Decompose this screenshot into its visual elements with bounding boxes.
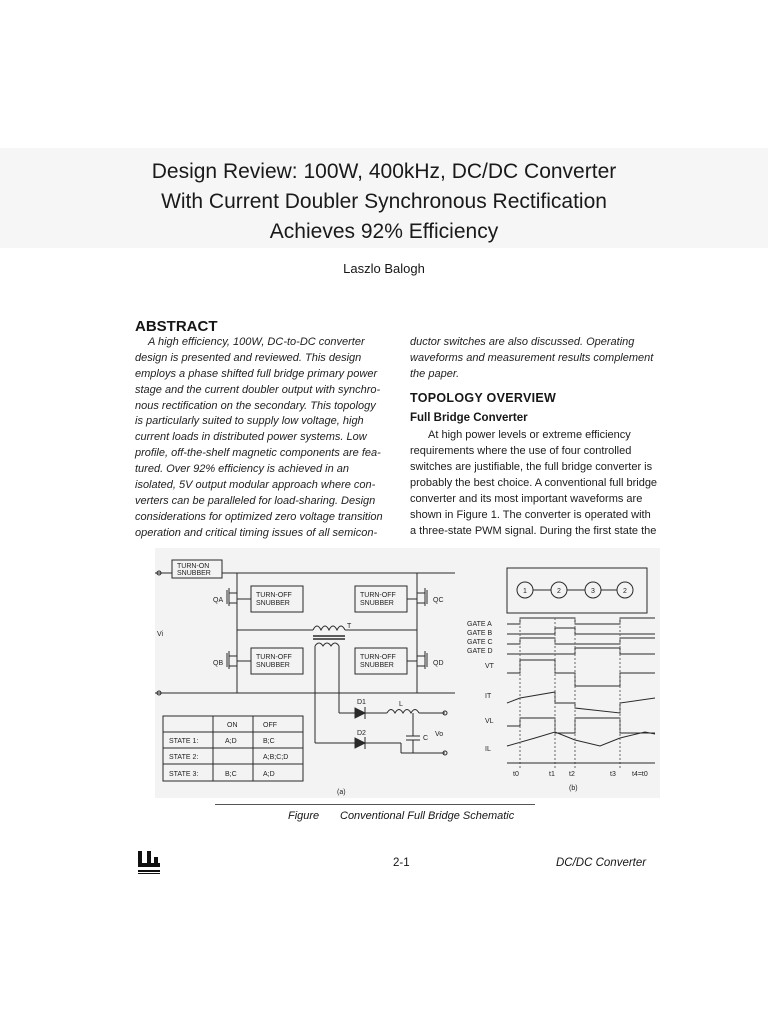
- abstract-line: is particularly suited to supply low voltage, high: [135, 415, 364, 427]
- body-line: requirements where the use of four controlled: [410, 445, 632, 457]
- time-label: t0: [513, 771, 519, 778]
- turn-off-snubber-label: TURN-OFF: [360, 654, 396, 661]
- state-node: 1: [523, 588, 527, 595]
- switch-label: QA: [213, 597, 224, 604]
- table-cell: STATE 3:: [169, 771, 199, 778]
- vo-label: Vo: [435, 731, 444, 738]
- body-line: At high power levels or extreme efficiency: [428, 429, 631, 441]
- abstract-line: considerations for optimized zero voltage transition: [135, 511, 383, 523]
- page-number: 2-1: [393, 857, 410, 869]
- table-header: OFF: [263, 722, 277, 729]
- table-cell: A;B;C;D: [263, 754, 289, 761]
- table-cell: A;D: [263, 771, 275, 778]
- turn-off-snubber-label: TURN-OFF: [256, 592, 292, 599]
- table-cell: B;C: [263, 738, 275, 745]
- abstract-line: A high efficiency, 100W, DC-to-DC converter: [148, 336, 365, 348]
- abstract-line: operation and critical timing issues of all semicon-: [135, 527, 378, 539]
- wave-label: GATE B: [467, 630, 493, 637]
- abstract-heading: ABSTRACT: [135, 318, 218, 335]
- wave-label: IL: [485, 746, 491, 753]
- abstract-line: isolated, 5V output modular approach where con-: [135, 479, 376, 491]
- turn-off-snubber-label: SNUBBER: [360, 662, 394, 669]
- panel-a-label: (a): [337, 789, 346, 796]
- switch-label: QD: [433, 660, 444, 667]
- running-footer: DC/DC Converter: [556, 857, 647, 869]
- time-label: t4=t0: [632, 771, 648, 778]
- table-cell: STATE 2:: [169, 754, 199, 761]
- inductor-label: L: [399, 701, 403, 708]
- table-cell: STATE 1:: [169, 738, 199, 745]
- wave-label: GATE D: [467, 648, 493, 655]
- abstract-line: waveforms and measurement results complement: [410, 352, 654, 364]
- panel-b-label: (b): [569, 785, 578, 792]
- capacitor-label: C: [423, 735, 429, 742]
- body-line: a three-state PWM signal. During the first state the: [410, 525, 657, 537]
- abstract-line: nous rectification on the secondary. This topology: [135, 400, 376, 412]
- figure-divider: [215, 804, 535, 805]
- table-cell: A;D: [225, 738, 237, 745]
- table-header: ON: [227, 722, 238, 729]
- turn-on-snubber-label: TURN-ON: [177, 563, 210, 570]
- wave-label: IT: [485, 693, 492, 700]
- title-block: [0, 148, 768, 248]
- caption-text: Conventional Full Bridge Schematic: [340, 810, 515, 822]
- wave-label: VT: [485, 663, 494, 670]
- abstract-line: employs a phase shifted full bridge primary power: [135, 368, 378, 380]
- wave-label: VL: [485, 718, 494, 725]
- figure-1: [155, 548, 660, 798]
- time-label: t3: [610, 771, 616, 778]
- body-line: switches are justifiable, the full bridge converter is: [410, 461, 653, 473]
- abstract-line: tured. Over 92% efficiency is achieved in an: [135, 463, 350, 475]
- wave-label: GATE C: [467, 639, 493, 646]
- d1-label: D1: [357, 699, 366, 706]
- table-cell: B;C: [225, 771, 237, 778]
- body-line: converter and its most important waveforms are: [410, 493, 643, 505]
- vi-label: Vi: [157, 631, 164, 638]
- paper-title-line-2: With Current Doubler Synchronous Rectification: [161, 190, 607, 213]
- turn-off-snubber-label: TURN-OFF: [256, 654, 292, 661]
- d2-label: D2: [357, 730, 366, 737]
- author: Laszlo Balogh: [343, 261, 425, 276]
- paper-title-line-3: Achieves 92% Efficiency: [269, 220, 499, 243]
- turn-on-snubber-label: SNUBBER: [177, 570, 211, 577]
- switch-label: QB: [213, 660, 224, 667]
- abstract-line: stage and the current doubler output with synchro-: [135, 384, 381, 396]
- abstract-line: design is presented and reviewed. This design: [135, 352, 362, 364]
- state-node: 2: [557, 588, 561, 595]
- body-line: shown in Figure 1. The converter is operated with: [410, 509, 651, 521]
- caption-label: Figure: [288, 810, 320, 822]
- paper-title-line-1: Design Review: 100W, 400kHz, DC/DC Converter: [151, 160, 617, 183]
- abstract-line: the paper.: [410, 368, 460, 380]
- turn-off-snubber-label: SNUBBER: [256, 600, 290, 607]
- subsection-heading: Full Bridge Converter: [410, 412, 528, 424]
- abstract-line: ductor switches are also discussed. Operating: [410, 336, 635, 348]
- time-label: t1: [549, 771, 555, 778]
- wave-label: GATE A: [467, 621, 492, 628]
- body-line: probably the best choice. A conventional full bridge: [410, 477, 658, 489]
- section-heading: TOPOLOGY OVERVIEW: [410, 391, 557, 405]
- abstract-line: verters can be paralleled for load-sharing. Design: [135, 495, 376, 507]
- transformer-label: T: [347, 623, 352, 630]
- abstract-line: profile, off-the-shelf magnetic components are fea-: [135, 447, 381, 459]
- state-node: 3: [591, 588, 595, 595]
- publisher-logo-icon: [138, 851, 160, 880]
- time-label: t2: [569, 771, 575, 778]
- turn-off-snubber-label: TURN-OFF: [360, 592, 396, 599]
- state-node: 2: [623, 588, 627, 595]
- abstract-line: current loads in distributed power systems. Low: [135, 431, 367, 443]
- turn-off-snubber-label: SNUBBER: [256, 662, 290, 669]
- turn-off-snubber-label: SNUBBER: [360, 600, 394, 607]
- schematic-diagram: [155, 548, 660, 798]
- switch-label: QC: [433, 597, 444, 604]
